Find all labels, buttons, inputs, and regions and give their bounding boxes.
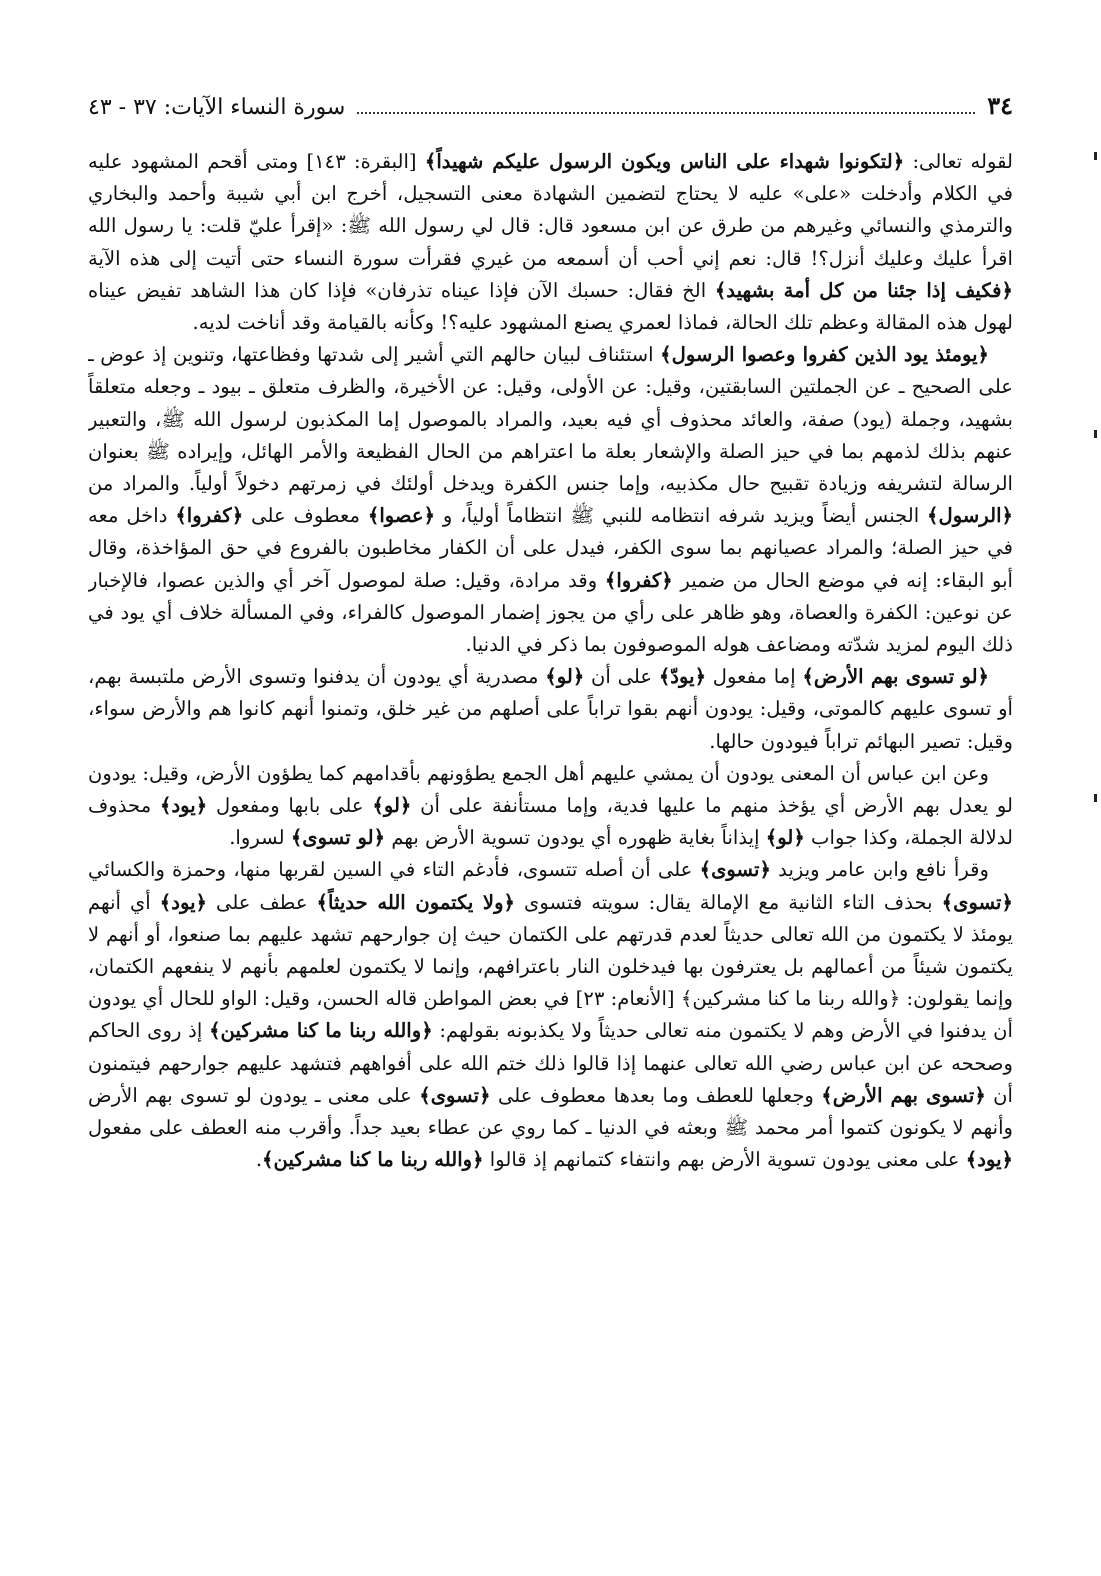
commentary-text: لسروا. <box>229 826 291 850</box>
margin-mark <box>1094 430 1097 438</box>
quran-quote: ﴿لو تسوى﴾ <box>290 826 386 850</box>
page-header <box>88 86 1013 126</box>
running-title: سورة النساء الآيات: ٣٧ - ٤٣ <box>88 95 346 120</box>
commentary-text: استئناف لبيان حالهم التي أشير إلى شدتها وفظاعتها، وتنوين إذ عوض ـ على الصحيح ـ عن الجملتين السابقتين، وقيل: عن الأولى، وقيل: عن الأخيرة، والظرف متعلق ـ بيود ـ وجعله متعلقاً بشهيد، وجملة (يود) صفة، والعائد محذوف أي فيه بعيد، والمراد بالموصول إما المكذبون لرسول الله ﷺ، والتعبير عنهم بذلك لذمهم بما في حيز الصلة والإشعار بعلة ما اعتراهم من الحال الفظيعة والأمر الهائل، وإيراده ﷺ بعنوان الرسالة لتشريفه وزيادة تقبيح حال مكذبيه، وإما جنس الكفرة ويدخل أولئك في زمرتهم دخولاً أولياً. والمراد من <box>88 343 1013 496</box>
commentary-text: لقوله تعالى: <box>904 150 1013 173</box>
quran-quote: ﴿يود﴾ <box>159 794 208 818</box>
commentary-text: أي أنهم يومئذ لا يكتمون من الله تعالى حديثاً لعدم قدرتهم على الكتمان حيث إن جوارحهم تشهد عليهم بما صنعوا، أو أنهم لا يكتمون شيئاً من أعمالهم بل يعترفون بها فيدخلون النار باعترافهم، وإنما لا يكتمون لعلمهم بأنهم لا ينفعهم الكتمان، وإنما يقولون: <box>88 890 1013 1011</box>
paragraph-p1 <box>88 146 1013 339</box>
quran-quote: ﴿تسوى﴾ <box>699 858 771 882</box>
commentary-text: بحذف التاء الثانية مع الإمالة يقال: سويته فتسوى <box>515 890 942 914</box>
quran-quote: ﴿والله ربنا ما كنا مشركين﴾ <box>262 1148 484 1172</box>
commentary-text: معطوف على <box>243 504 368 528</box>
commentary-text: على بابها ومفعول <box>207 794 373 818</box>
paragraph-p2 <box>88 339 1013 661</box>
quran-quote: ﴿يومئذ يود الذين كفروا وعصوا الرسول﴾ <box>660 343 989 367</box>
quran-quote: ﴿والله ربنا ما كنا مشركين﴾ <box>209 1019 433 1043</box>
quran-quote: ﴿يود﴾ <box>965 1148 1013 1172</box>
quran-quote: ﴿لو تسوى بهم الأرض﴾ <box>802 665 990 689</box>
quran-quote: ﴿لتكونوا شهداء على الناس ويكون الرسول عليكم شهيداً﴾ <box>424 150 905 173</box>
commentary-text: محذوف لدلالة الجملة، وكذا جواب <box>88 794 1013 850</box>
commentary-text: إيذاناً بغاية ظهوره أي يودون تسوية الأرض بهم <box>385 826 766 850</box>
quran-quote: ﴿كفروا﴾ <box>604 568 673 592</box>
commentary-text: عطف على <box>207 890 317 914</box>
commentary-text: الخ فقال: حسبك الآن فإذا عيناه تذرفان» فإذا كان هذا الشاهد تفيض عيناه لهول هذه المقالة وعظم تلك الحالة، فماذا لعمري يصنع المشهود عليه؟! وكأنه بالقيامة وقد أناخت لديه. <box>88 278 1013 335</box>
commentary-text: وجعلها للعطف وما بعدها معطوف على <box>490 1083 822 1107</box>
commentary-text: على أن <box>584 665 659 689</box>
paragraph-p4 <box>88 758 1013 855</box>
commentary-text: على أن أصله تتسوى، فأدغم التاء في السين لقربها منها، وحمزة والكسائي <box>88 858 700 882</box>
commentary-text: وقد مرادة، وقيل: صلة لموصول آخر أي والذين عصوا، فالإخبار عن نوعين: الكفرة والعصاة، وهو ظاهر على رأي من يجوز إضمار الموصول كالفراء، وفي المسألة خلاف أي يود في ذلك اليوم لمزيد شدّته ومضاعف هوله الموصوفون بما ذكر في الدنيا. <box>88 568 1013 657</box>
paragraph-p3 <box>88 661 1013 758</box>
quran-quote: ﴿يود﴾ <box>159 890 207 914</box>
commentary-text: الجنس أيضاً ويزيد شرفه انتظامه للنبي ﷺ انتظاماً أولياً، و <box>435 504 928 528</box>
commentary-text: ﴿والله ربنا ما كنا مشركين﴾ <box>680 987 901 1011</box>
quran-quote: ﴿لو﴾ <box>765 826 805 850</box>
commentary-text: على معنى يودون تسوية الأرض بهم وانتفاء كتمانهم إذ قالوا <box>483 1148 966 1172</box>
commentary-text: . <box>255 1148 263 1172</box>
commentary-text: داخل معه في حيز الصلة؛ والمراد عصيانهم بما سوى الكفر، فيدل على أن الكفار مخاطبون بالفروع في حق المؤاخذة، وقال أبو البقاء: إنه في موضع الحال من ضمير <box>88 504 1013 592</box>
commentary-text: وقرأ نافع وابن عامر ويزيد <box>770 858 989 882</box>
quran-quote: ﴿تسوى﴾ <box>941 890 1013 914</box>
commentary-text: إما مفعول <box>706 665 803 689</box>
commentary-text: إذ روى الحاكم وصححه عن ابن عباس رضي الله تعالى عنهما إذا قالوا ذلك ختم الله على أفواههم فتشهد عليهم جوارحهم فيتمنون أن <box>88 1019 1013 1107</box>
quran-quote: ﴿لو﴾ <box>545 665 585 689</box>
quran-quote: ﴿لو﴾ <box>372 794 412 818</box>
quran-quote: ﴿ولا يكتمون الله حديثاً﴾ <box>316 890 516 914</box>
commentary-text: [البقرة: ١٤٣] ومتى أقحم المشهود عليه في الكلام وأدخلت «على» عليه لا يحتاج لتضمين الشهادة معنى التسجيل، أخرج ابن أبي شيبة وأحمد والبخاري والترمذي والنسائي وغيرهم من طرق عن ابن مسعود قال: قال لي رسول الله ﷺ: «إقرأ عليّ قلت: يا رسول الله اقرأ عليك وعليك أنزل؟! قال: نعم إني أحب أن أسمعه من غيري فقرأت سورة النساء حتى أتيت إلى هذه الآية <box>88 150 1013 270</box>
quran-quote: ﴿كفروا﴾ <box>175 504 244 528</box>
commentary-text: [الأنعام: ٢٣] في بعض المواطن قاله الحسن، وقيل: الواو للحال أي يودون أن يدفنوا في الأرض وهم لا يكتمون منه تعالى حديثاً ولا يكذبونه بقولهم: <box>88 987 1013 1043</box>
page-number: ٣٤ <box>987 91 1013 120</box>
quran-quote: ﴿فكيف إذا جئنا من كل أمة بشهيد﴾ <box>714 278 1013 302</box>
commentary-text: مصدرية أي يودون أن يدفنوا وتسوى الأرض ملتبسة بهم، أو تسوى عليهم كالموتى، وقيل: يودون أنهم بقوا تراباً على أصلهم من غير خلق، وتمنوا أنهم كانوا هم والأرض سواء، وقيل: تصير البهائم تراباً فيودون حالها. <box>88 665 1013 753</box>
margin-mark <box>1094 152 1097 160</box>
header-dot-leader <box>357 88 975 114</box>
commentary-text: على معنى ـ يودون لو تسوى بهم الأرض وأنهم لا يكونون كتموا أمر محمد ﷺ وبعثه في الدنيا ـ كما روي عن عطاء بعيد جداً. وأقرب منه العطف على مفعول <box>88 1083 1013 1140</box>
quran-quote: ﴿تسوى بهم الأرض﴾ <box>821 1083 986 1107</box>
margin-mark <box>1094 794 1097 802</box>
quran-quote: ﴿عصوا﴾ <box>367 504 436 528</box>
quran-quote: ﴿تسوى﴾ <box>419 1083 491 1107</box>
quran-quote: ﴿يودّ﴾ <box>658 665 707 689</box>
body-text <box>88 146 1013 1536</box>
commentary-text: وعن ابن عباس أن المعنى يودون أن يمشي عليهم أهل الجمع يطؤونهم بأقدامهم كما يطؤون الأرض، وقيل: يودون لو يعدل بهم الأرض أي يؤخذ منهم ما عليها فدية، وإما مستأنفة على أن <box>88 761 1013 818</box>
paragraph-p5 <box>88 854 1013 1176</box>
quran-quote: ﴿الرسول﴾ <box>927 504 1013 528</box>
